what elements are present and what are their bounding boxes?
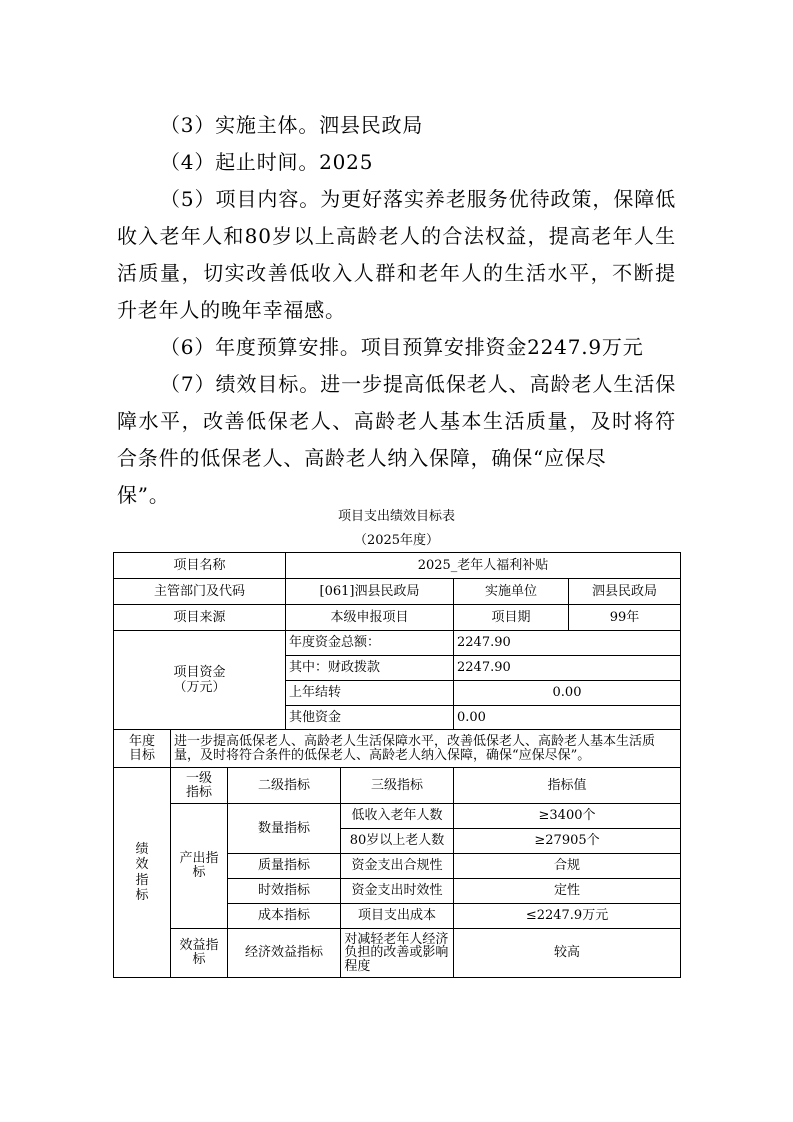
performance-label-cell xyxy=(114,768,171,978)
annual-goal-text: 进一步提高低保老人、高龄老人生活保障水平，改善低保老人、高龄老人基本生活质量，及时将符合条件的低保老人、高龄老人纳入保障，确保“应保尽保”。 xyxy=(174,733,656,763)
body-line: 合条件的低保老人、高龄老人纳入保障，确保“应保尽 xyxy=(117,446,607,470)
indicator-level2: 质量指标 xyxy=(228,854,341,879)
table-row xyxy=(114,553,681,579)
table-row xyxy=(114,929,681,978)
implementing-unit-value: 泗县民政局 xyxy=(569,579,681,605)
annual-goal-label: 年度目标 xyxy=(128,733,155,763)
indicator-level3: 80岁以上老人数 xyxy=(341,829,454,854)
indicator-level3-cell xyxy=(341,929,454,978)
body-line: 障水平，改善低保老人、高龄老人基本生活质量，及时将符 xyxy=(117,409,676,433)
output-label-cell xyxy=(171,804,228,929)
indicator-level3: 资金支出时效性 xyxy=(341,879,454,904)
indicator-level2: 时效指标 xyxy=(228,879,341,904)
header-value: 指标值 xyxy=(454,768,681,804)
table-row xyxy=(114,605,681,631)
performance-label: 绩效指标 xyxy=(135,841,149,903)
table-subtitle: （2025年度） xyxy=(353,533,440,548)
indicator-level2: 成本指标 xyxy=(228,904,341,929)
body-line: （6）年度预算安排。项目预算安排资金2247.9万元 xyxy=(160,335,644,359)
body-line: 升老年人的晚年幸福感。 xyxy=(117,298,346,322)
funds-item-value: 2247.90 xyxy=(454,631,681,656)
header-level2: 二级指标 xyxy=(228,768,341,804)
body-line: 收入老年人和80岁以上高龄老人的合法权益，提高老年人生 xyxy=(117,224,676,248)
body-line: （3）实施主体。泗县民政局 xyxy=(160,113,424,137)
indicator-level3: 项目支出成本 xyxy=(341,904,454,929)
header-level1-cell xyxy=(171,768,228,804)
table-row xyxy=(114,730,681,768)
table-row xyxy=(114,768,681,804)
indicator-level3: 资金支出合规性 xyxy=(341,854,454,879)
source-label: 项目来源 xyxy=(114,605,286,631)
table-title: 项目支出绩效目标表 xyxy=(337,509,455,524)
project-name-value: 2025_老年人福利补贴 xyxy=(286,553,681,579)
funds-item-label: 其他资金 xyxy=(286,706,454,730)
funds-item-value: 0.00 xyxy=(454,706,681,730)
indicator-value: 较高 xyxy=(454,929,681,978)
body-line: 活质量，切实改善低收入人群和老年人的生活水平，不断提 xyxy=(117,261,676,285)
body-text xyxy=(117,107,676,514)
performance-target-table xyxy=(113,552,681,978)
benefit-label: 效益指标 xyxy=(179,938,219,967)
header-level3: 三级指标 xyxy=(341,768,454,804)
body-line: （4）起止时间。2025 xyxy=(160,150,374,174)
indicator-value: 定性 xyxy=(454,879,681,904)
body-line: 保”。 xyxy=(117,483,170,507)
project-name-label: 项目名称 xyxy=(114,553,286,579)
source-value: 本级申报项目 xyxy=(286,605,454,631)
indicator-value: ≥27905个 xyxy=(454,829,681,854)
benefit-label-cell xyxy=(171,929,228,978)
department-label: 主管部门及代码 xyxy=(114,579,286,605)
output-label: 产出指标 xyxy=(179,851,219,880)
indicator-value: ≥3400个 xyxy=(454,804,681,829)
indicator-level2: 经济效益指标 xyxy=(228,929,341,978)
funds-label: 项目资金（万元） xyxy=(173,665,226,695)
indicator-level3: 对减轻老年人经济负担的改善或影响程度 xyxy=(344,931,449,974)
body-line: （5）项目内容。为更好落实养老服务优待政策，保障低 xyxy=(160,187,676,211)
funds-label-cell xyxy=(114,631,286,730)
funds-item-value: 2247.90 xyxy=(454,656,681,681)
annual-goal-cell xyxy=(171,730,681,768)
funds-item-label: 年度资金总额： xyxy=(286,631,454,656)
period-label: 项目期 xyxy=(454,605,569,631)
funds-item-value: 0.00 xyxy=(454,681,681,706)
annual-goal-label-cell xyxy=(114,730,171,768)
funds-item-label: 其中：财政拨款 xyxy=(286,656,454,681)
indicator-value: 合规 xyxy=(454,854,681,879)
header-level1: 一级指标 xyxy=(185,770,212,800)
body-line: （7）绩效目标。进一步提高低保老人、高龄老人生活保 xyxy=(160,372,676,396)
indicator-value: ≤2247.9万元 xyxy=(454,904,681,929)
indicator-level3: 低收入老年人数 xyxy=(341,804,454,829)
indicator-level2: 数量指标 xyxy=(228,804,341,854)
implementing-unit-label: 实施单位 xyxy=(454,579,569,605)
funds-item-label: 上年结转 xyxy=(286,681,454,706)
table-row xyxy=(114,579,681,605)
period-value: 99年 xyxy=(569,605,681,631)
table-row xyxy=(114,804,681,829)
department-value: [061]泗县民政局 xyxy=(286,579,454,605)
table-row xyxy=(114,631,681,656)
